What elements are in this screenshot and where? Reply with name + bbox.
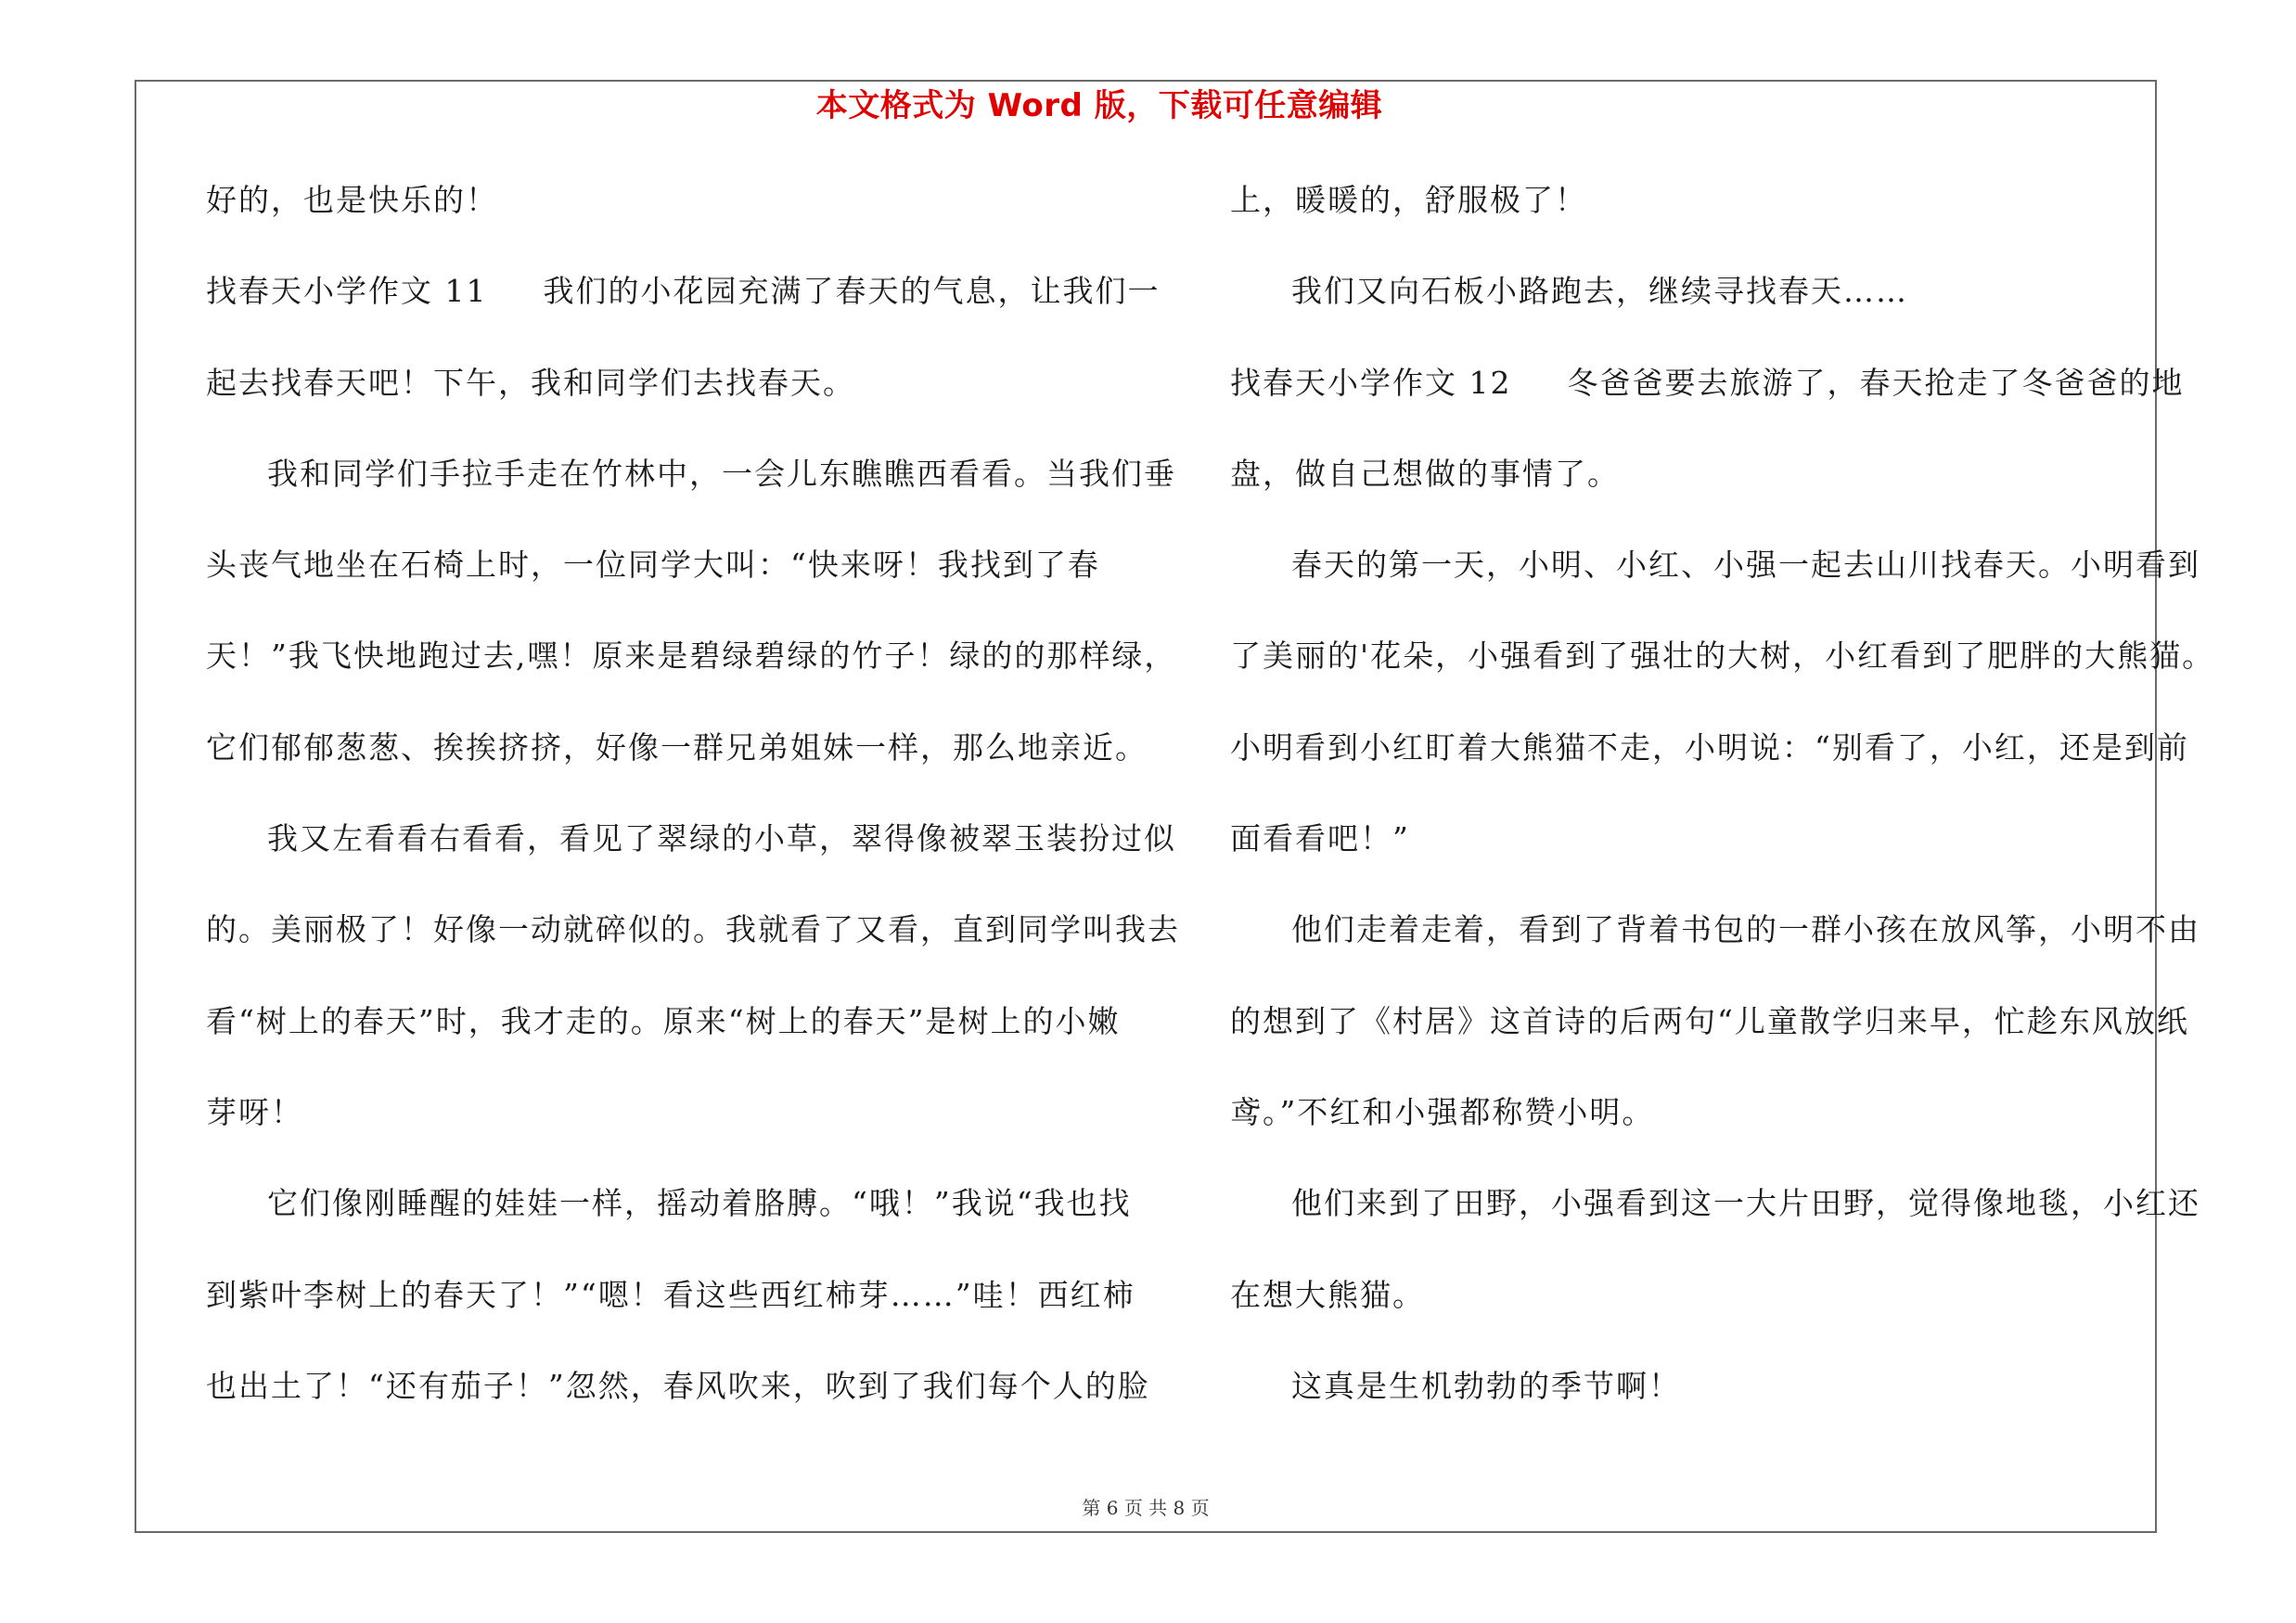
right-column [1230, 182, 2215, 1459]
paragraph-line: 面看看吧！” [1230, 820, 1410, 857]
paragraph-line: 我们的小花园充满了春天的气息，让我们一 [543, 273, 1161, 310]
paragraph-line: 的。美丽极了！好像一动就碎似的。我就看了又看，直到同学叫我去 [206, 911, 1180, 948]
header-format-note: 本文格式为 Word 版，下载可任意编辑 [815, 87, 1383, 124]
paragraph-line: 他们走着走着，看到了背着书包的一群小孩在放风筝，小明不由 [1291, 911, 2200, 948]
paragraph-line: 了美丽的'花朵，小强看到了强壮的大树，小红看到了肥胖的大熊猫。 [1230, 638, 2215, 675]
essay-heading-line [206, 273, 1161, 364]
paragraph-line: 小明看到小红盯着大熊猫不走，小明说：“别看了，小红，还是到前 [1230, 728, 2189, 766]
paragraph-line: 起去找春天吧！下午，我和同学们去找春天。 [206, 364, 855, 401]
essay-title: 找春天小学作文 12 [1230, 364, 1512, 401]
paragraph-line: 他们来到了田野，小强看到这一大片田野，觉得像地毯，小红还 [1291, 1185, 2200, 1222]
paragraph-line: 它们像刚睡醒的娃娃一样，摇动着胳膊。“哦！”我说“我也找 [267, 1185, 1132, 1222]
paragraph-line: 这真是生机勃勃的季节啊！ [1291, 1367, 1681, 1404]
page-number-footer: 第 6 页 共 8 页 [1082, 1497, 1210, 1519]
paragraph-line: 的想到了《村居》这首诗的后两句“儿童散学归来早，忙趁东风放纸 [1230, 1002, 2189, 1039]
paragraph-line: 我们又向石板小路跑去，继续寻找春天…… [1291, 273, 1908, 310]
paragraph-line: 春天的第一天，小明、小红、小强一起去山川找春天。小明看到 [1291, 547, 2200, 584]
paragraph-line: 我和同学们手拉手走在竹林中，一会儿东瞧瞧西看看。当我们垂 [267, 455, 1176, 492]
paragraph-line: 天！”我飞快地跑过去,嘿！原来是碧绿碧绿的竹子！绿的的那样绿， [206, 638, 1177, 675]
paragraph-line: 冬爸爸要去旅游了，春天抢走了冬爸爸的地 [1567, 364, 2185, 401]
paragraph-line: 也出土了！“还有茄子！”忽然，春风吹来，吹到了我们每个人的脸 [206, 1367, 1150, 1404]
paragraph-line: 在想大熊猫。 [1230, 1276, 1425, 1313]
essay-title: 找春天小学作文 11 [206, 273, 488, 310]
paragraph-line: 鸢。”不红和小强都称赞小明。 [1230, 1093, 1655, 1130]
paragraph-line: 头丧气地坐在石椅上时，一位同学大叫：“快来呀！我找到了春 [206, 547, 1100, 584]
paragraph-line: 盘，做自己想做的事情了。 [1230, 455, 1620, 492]
paragraph-line: 我又左看看右看看，看见了翠绿的小草，翠得像被翠玉装扮过似 [267, 820, 1176, 857]
essay-heading-line [1230, 364, 2185, 456]
paragraph-line: 看“树上的春天”时，我才走的。原来“树上的春天”是树上的小嫩 [206, 1002, 1121, 1039]
paragraph-line: 它们郁郁葱葱、挨挨挤挤，好像一群兄弟姐妹一样，那么地亲近。 [206, 728, 1148, 766]
paragraph-line: 芽呀！ [206, 1093, 303, 1130]
paragraph-line: 到紫叶李树上的春天了！”“嗯！看这些西红柿芽……”哇！西红柿 [206, 1276, 1135, 1313]
paragraph-line: 好的，也是快乐的！ [206, 182, 498, 218]
paragraph-line: 上，暖暖的，舒服极了！ [1230, 182, 1587, 218]
left-column [206, 182, 1180, 1459]
